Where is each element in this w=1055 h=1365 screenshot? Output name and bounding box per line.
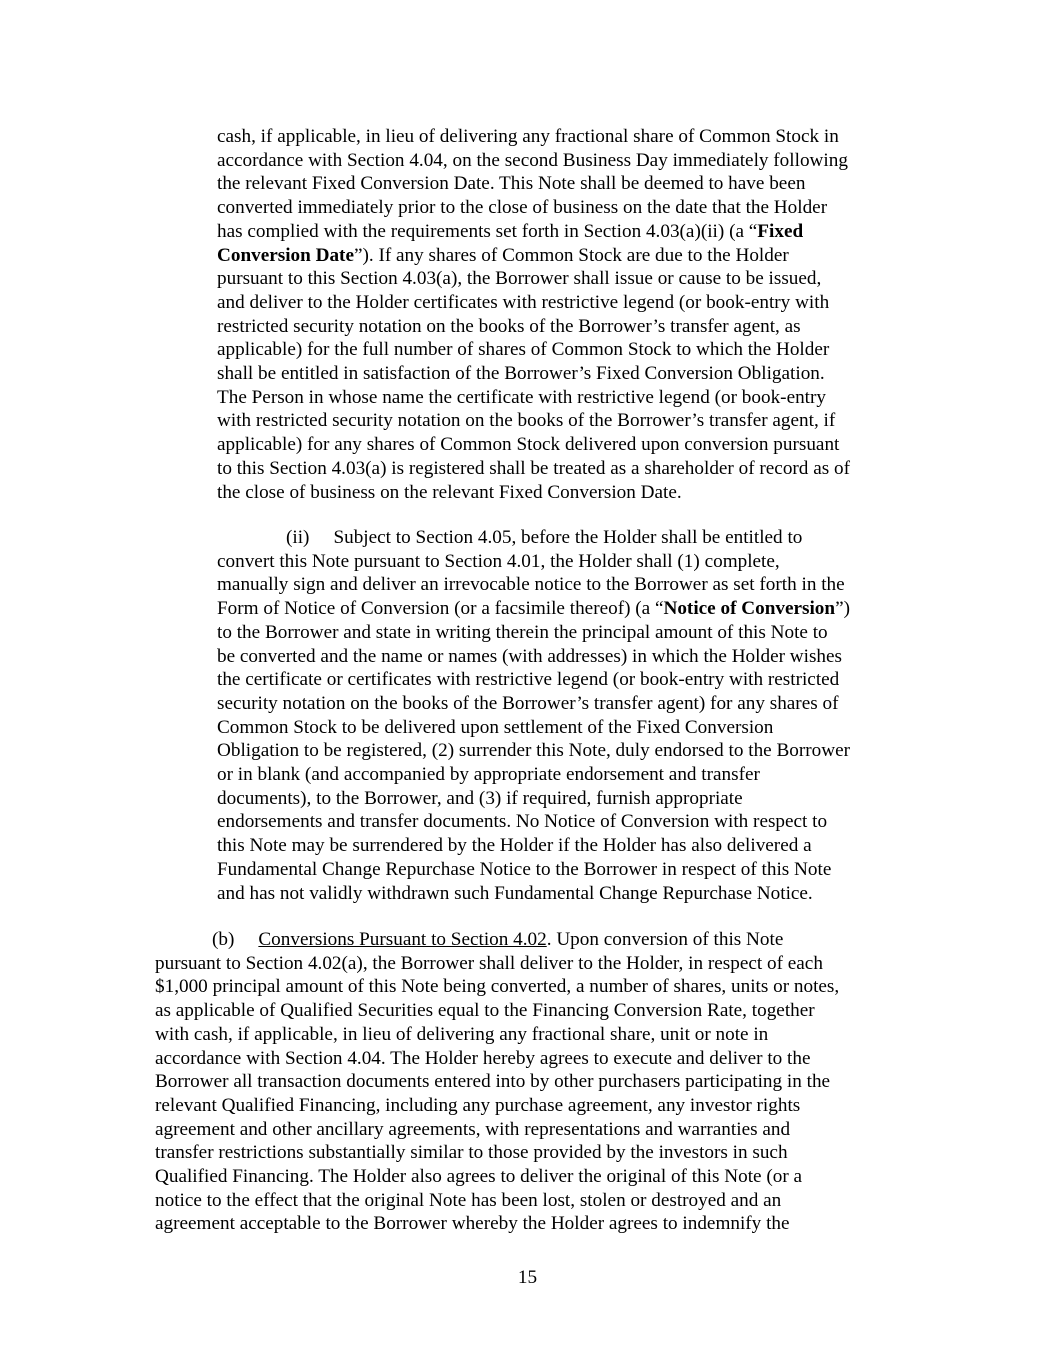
text-line: Qualified Financing. The Holder also agrees to deliver the original of this Note (or a	[155, 1166, 803, 1188]
text-line: or in blank (and accompanied by appropriate endorsement and transfer	[217, 764, 760, 786]
text-line: $1,000 principal amount of this Note being converted, a number of shares, units or notes,	[155, 976, 840, 998]
text-run: has complied with the requirements set forth in Section 4.03(a)(ii) (a “	[217, 220, 758, 242]
defined-term: Conversion Date	[217, 244, 354, 266]
text-line: this Note may be surrendered by the Holder if the Holder has also delivered a	[217, 835, 812, 857]
section-heading: Conversions Pursuant to Section 4.02	[258, 929, 547, 950]
text-line: pursuant to this Section 4.03(a), the Borrower shall issue or cause to be issued,	[217, 268, 822, 290]
text-line: documents), to the Borrower, and (3) if required, furnish appropriate	[217, 787, 743, 809]
paragraph-notice-of-conversion	[217, 526, 850, 905]
text-line: accordance with Section 4.04, on the second Business Day immediately following	[217, 149, 848, 171]
text-line: the close of business on the relevant Fixed Conversion Date.	[217, 481, 682, 503]
text-line: transfer restrictions substantially similar to those provided by the investors in such	[155, 1142, 788, 1164]
list-marker: (b)	[212, 929, 235, 950]
text-line	[217, 526, 850, 550]
text-line: the certificate or certificates with restrictive legend (or book-entry with restricted	[217, 669, 840, 691]
text-line: as applicable of Qualified Securities equal to the Financing Conversion Rate, together	[155, 1000, 815, 1022]
text-line: and has not validly withdrawn such Fundamental Change Repurchase Notice.	[217, 882, 813, 904]
defined-term: Notice of Conversion	[663, 598, 836, 620]
text-run: Subject to Section 4.05, before the Holder shall be entitled to	[333, 527, 803, 548]
text-line: shall be entitled in satisfaction of the Borrower’s Fixed Conversion Obligation.	[217, 363, 825, 385]
text-line: agreement and other ancillary agreements, with representations and warranties and	[155, 1118, 791, 1140]
text-run: ”)	[835, 598, 850, 620]
text-line: restricted security notation on the books of the Borrower’s transfer agent, as	[217, 315, 801, 337]
text-line	[217, 220, 850, 244]
text-line: accordance with Section 4.04. The Holder hereby agrees to execute and deliver to the	[155, 1047, 811, 1069]
text-line	[217, 244, 850, 268]
list-marker: (ii)	[286, 527, 310, 548]
page-number: 15	[517, 1267, 538, 1288]
text-line: the relevant Fixed Conversion Date. This Note shall be deemed to have been	[217, 173, 806, 195]
text-line: manually sign and deliver an irrevocable notice to the Borrower as set forth in the	[217, 574, 845, 596]
text-line: The Person in whose name the certificate with restrictive legend (or book-entry	[217, 386, 826, 408]
text-line: cash, if applicable, in lieu of delivering any fractional share of Common Stock in	[217, 126, 839, 147]
text-line: Fundamental Change Repurchase Notice to the Borrower in respect of this Note	[217, 858, 832, 880]
text-run: . Upon conversion of this Note	[546, 929, 784, 950]
text-line: with restricted security notation on the books of the Borrower’s transfer agent, if	[217, 410, 836, 432]
paragraph-fixed-conversion-continuation	[217, 125, 850, 504]
text-line	[217, 597, 850, 621]
text-line: notice to the effect that the original Note has been lost, stolen or destroyed and an	[155, 1189, 782, 1211]
text-line: relevant Qualified Financing, including any purchase agreement, any investor rights	[155, 1094, 801, 1116]
text-line: security notation on the books of the Borrower’s transfer agent) for any shares of	[217, 692, 839, 714]
text-line: Obligation to be registered, (2) surrender this Note, duly endorsed to the Borrower	[217, 740, 851, 762]
text-line: with cash, if applicable, in lieu of delivering any fractional share, unit or note in	[155, 1023, 769, 1045]
defined-term: Fixed	[757, 220, 804, 242]
text-line: Common Stock to be delivered upon settlement of the Fixed Conversion	[217, 716, 774, 738]
text-line: applicable) for the full number of shares of Common Stock to which the Holder	[217, 339, 830, 361]
text-run: ”). If any shares of Common Stock are due to the Holder	[353, 244, 789, 266]
text-line: Borrower all transaction documents entered into by other purchasers participating in the	[155, 1071, 831, 1093]
text-line: convert this Note pursuant to Section 4.01, the Holder shall (1) complete,	[217, 550, 780, 572]
text-line: be converted and the name or names (with addresses) in which the Holder wishes	[217, 645, 842, 667]
text-line: to the Borrower and state in writing therein the principal amount of this Note to	[217, 621, 828, 643]
text-line	[155, 928, 839, 952]
paragraph-conversions-pursuant-4-02	[155, 928, 839, 1236]
text-line: and deliver to the Holder certificates with restrictive legend (or book-entry with	[217, 291, 830, 313]
text-line: endorsements and transfer documents. No Notice of Conversion with respect to	[217, 811, 828, 833]
text-line: pursuant to Section 4.02(a), the Borrower shall deliver to the Holder, in respect of each	[155, 952, 823, 974]
text-line: agreement acceptable to the Borrower whereby the Holder agrees to indemnify the	[155, 1213, 790, 1235]
text-line: converted immediately prior to the close of business on the date that the Holder	[217, 197, 828, 219]
text-run: Form of Notice of Conversion (or a facsimile thereof) (a “	[217, 598, 664, 620]
text-line: applicable) for any shares of Common Stock delivered upon conversion pursuant	[217, 434, 840, 456]
text-line: to this Section 4.03(a) is registered shall be treated as a shareholder of record as of	[217, 457, 850, 479]
